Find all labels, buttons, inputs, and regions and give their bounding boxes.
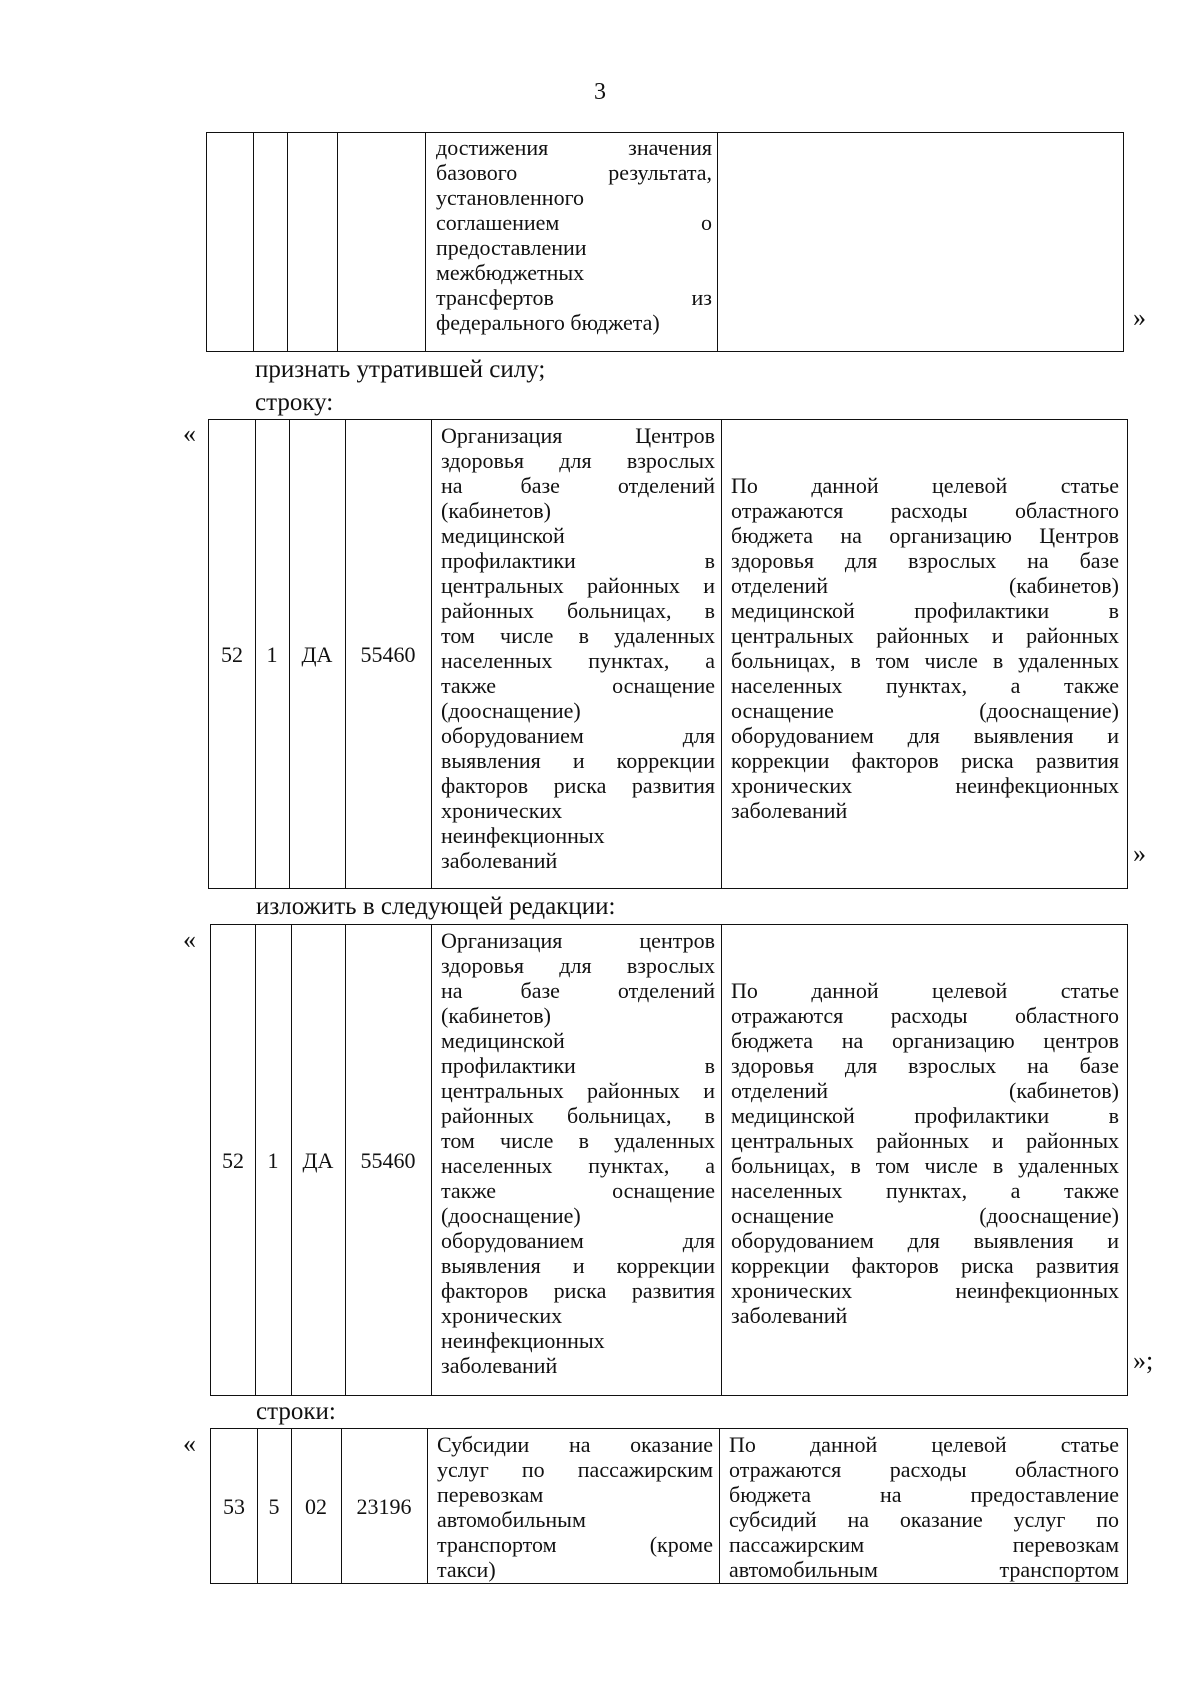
name-line: оборудованием для — [441, 723, 715, 748]
code-cell-3: ДА — [301, 641, 333, 667]
code-cell-2: 1 — [267, 1147, 279, 1173]
name-line: центральных районных и — [441, 1078, 715, 1103]
name-line: здоровья для взрослых — [441, 953, 715, 978]
name-line: неинфекционных — [441, 1328, 605, 1353]
row-name-cell — [437, 1432, 713, 1582]
name-line: здоровья для взрослых — [441, 448, 715, 473]
name-line: центральных районных и — [441, 573, 715, 598]
name-line: медицинской — [441, 523, 565, 548]
code-cell-1: 53 — [223, 1493, 245, 1519]
name-line: профилактики в — [441, 1053, 715, 1078]
instruction-new-edition: изложить в следующей редакции: — [256, 893, 616, 920]
name-line: (кабинетов) — [441, 1003, 551, 1028]
name-line: факторов риска развития — [441, 773, 715, 798]
open-quote: « — [183, 419, 196, 448]
table-row-old — [208, 419, 1128, 889]
desc-line: пассажирским перевозкам — [729, 1532, 1119, 1557]
name-line: достижения значения — [436, 135, 712, 160]
name-line: (кабинетов) — [441, 498, 551, 523]
desc-line: отражаются расходы областного — [731, 1003, 1119, 1028]
code-cell-2: 5 — [268, 1493, 280, 1519]
name-line: хронических — [441, 1303, 563, 1328]
name-line: населенных пунктах, а — [441, 1153, 715, 1178]
desc-line: центральных районных и районных — [731, 1128, 1119, 1153]
name-line: районных больницах, в — [441, 598, 715, 623]
name-line: выявления и коррекции — [441, 1253, 715, 1278]
desc-line: хронических неинфекционных — [731, 1278, 1119, 1303]
instruction-row: строку: — [255, 389, 334, 416]
desc-line: заболеваний — [731, 1303, 848, 1328]
name-line: трансфертов из — [436, 285, 712, 310]
name-line: неинфекционных — [441, 823, 605, 848]
desc-line: больницах, в том числе в удаленных — [731, 648, 1119, 673]
desc-line: населенных пунктах, а также — [731, 1178, 1119, 1203]
code-cell-2: 1 — [266, 641, 278, 667]
name-line: (дооснащение) — [441, 1203, 581, 1228]
table-row-new — [210, 924, 1128, 1396]
name-line: базового результата, — [436, 160, 712, 185]
table-row-continuation — [206, 132, 1124, 352]
row-name-cell — [436, 135, 712, 335]
name-line: (дооснащение) — [441, 698, 581, 723]
desc-line: бюджета на организацию центров — [731, 1028, 1119, 1053]
desc-line: отражаются расходы областного — [729, 1457, 1119, 1482]
name-line: также оснащение — [441, 1178, 715, 1203]
name-line: том числе в удаленных — [441, 623, 715, 648]
code-cell-4: 55460 — [360, 641, 416, 667]
desc-line: автомобильным транспортом — [729, 1557, 1119, 1582]
desc-line: отделений (кабинетов) — [731, 1078, 1119, 1103]
code-cell-1: 52 — [222, 1147, 244, 1173]
table-row-rows — [210, 1428, 1128, 1584]
row-name-cell — [441, 423, 715, 873]
page-number: 3 — [594, 79, 606, 105]
code-cell-4: 23196 — [356, 1493, 412, 1519]
name-line: установленного — [436, 185, 585, 210]
desc-line: хронических неинфекционных — [731, 773, 1119, 798]
desc-line: коррекции факторов риска развития — [731, 1253, 1119, 1278]
code-cell-3: ДА — [302, 1147, 334, 1173]
name-line: предоставлении — [436, 235, 587, 260]
desc-line: здоровья для взрослых на базе — [731, 548, 1119, 573]
name-line: также оснащение — [441, 673, 715, 698]
name-line: населенных пунктах, а — [441, 648, 715, 673]
desc-line: населенных пунктах, а также — [731, 673, 1119, 698]
name-line: на базе отделений — [441, 978, 715, 1003]
open-quote: « — [183, 925, 196, 954]
close-quote-semicolon: »; — [1133, 1346, 1154, 1375]
name-line: Организация Центров — [441, 423, 715, 448]
code-cell-4: 55460 — [360, 1147, 416, 1173]
row-name-cell — [441, 928, 715, 1378]
desc-line: больницах, в том числе в удаленных — [731, 1153, 1119, 1178]
name-line: на базе отделений — [441, 473, 715, 498]
row-description-cell — [729, 1432, 1119, 1582]
desc-line: здоровья для взрослых на базе — [731, 1053, 1119, 1078]
name-line: выявления и коррекции — [441, 748, 715, 773]
name-line: перевозкам — [437, 1482, 544, 1507]
instruction-invalidate: признать утратившей силу; — [255, 356, 546, 383]
name-line: такси) — [437, 1557, 496, 1582]
desc-line: отражаются расходы областного — [731, 498, 1119, 523]
desc-line: По данной целевой статье — [731, 473, 1119, 498]
name-line: транспортом (кроме — [437, 1532, 713, 1557]
name-line: факторов риска развития — [441, 1278, 715, 1303]
desc-line: оборудованием для выявления и — [731, 1228, 1119, 1253]
desc-line: бюджета на организацию Центров — [731, 523, 1119, 548]
desc-line: По данной целевой статье — [729, 1432, 1119, 1457]
close-quote: » — [1133, 303, 1146, 332]
desc-line: По данной целевой статье — [731, 978, 1119, 1003]
desc-line: медицинской профилактики в — [731, 1103, 1119, 1128]
desc-line: заболеваний — [731, 798, 848, 823]
code-cell-3: 02 — [305, 1493, 327, 1519]
desc-line: медицинской профилактики в — [731, 598, 1119, 623]
desc-line: центральных районных и районных — [731, 623, 1119, 648]
row-description-cell — [731, 978, 1119, 1328]
desc-line: оснащение (дооснащение) — [731, 1203, 1119, 1228]
code-cell-1: 52 — [221, 641, 243, 667]
desc-line: оснащение (дооснащение) — [731, 698, 1119, 723]
name-line: хронических — [441, 798, 563, 823]
desc-line: субсидий на оказание услуг по — [729, 1507, 1119, 1532]
close-quote: » — [1133, 839, 1146, 868]
name-line: районных больницах, в — [441, 1103, 715, 1128]
name-line: федерального бюджета) — [436, 310, 660, 335]
name-line: услуг по пассажирским — [437, 1457, 713, 1482]
open-quote: « — [183, 1429, 196, 1458]
desc-line: бюджета на предоставление — [729, 1482, 1119, 1507]
name-line: заболеваний — [441, 1353, 558, 1378]
name-line: соглашением о — [436, 210, 712, 235]
name-line: Субсидии на оказание — [437, 1432, 713, 1457]
name-line: Организация центров — [441, 928, 715, 953]
name-line: межбюджетных — [436, 260, 585, 285]
name-line: профилактики в — [441, 548, 715, 573]
name-line: медицинской — [441, 1028, 565, 1053]
desc-line: отделений (кабинетов) — [731, 573, 1119, 598]
desc-line: оборудованием для выявления и — [731, 723, 1119, 748]
name-line: автомобильным — [437, 1507, 586, 1532]
row-description-cell — [731, 473, 1119, 823]
name-line: том числе в удаленных — [441, 1128, 715, 1153]
name-line: заболеваний — [441, 848, 558, 873]
name-line: оборудованием для — [441, 1228, 715, 1253]
instruction-rows: строки: — [256, 1398, 336, 1425]
desc-line: коррекции факторов риска развития — [731, 748, 1119, 773]
